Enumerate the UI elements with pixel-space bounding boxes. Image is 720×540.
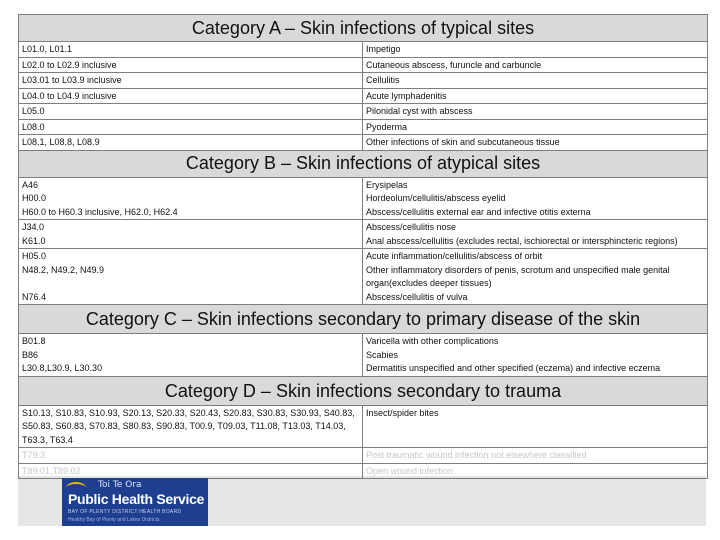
- condition-description-line: Other inflammatory disorders of penis, scrotum and unspecified male genital organ(excludes deeper tissues): [366, 264, 670, 288]
- category-b-header: Category B – Skin infections of atypical sites: [19, 151, 707, 178]
- condition-description-cell: [363, 178, 708, 220]
- icd-code-line: B01.8: [22, 336, 46, 346]
- category-c-header: Category C – Skin infections secondary to primary disease of the skin: [19, 305, 707, 334]
- icd-code-line: K61.0: [22, 235, 46, 246]
- icd-code-cell: [19, 178, 363, 220]
- condition-description-line: Cutaneous abscess, furuncle and carbuncle: [366, 59, 542, 70]
- category-d-header: Category D – Skin infections secondary to trauma: [19, 377, 707, 406]
- condition-description-cell: [363, 220, 708, 249]
- icd-code-line: L05.0: [22, 106, 45, 116]
- table-row: [19, 135, 707, 151]
- category-b-table: [19, 178, 707, 306]
- icd-code-line: H60.0 to H60.3 inclusive, H62.0, H62.4: [22, 206, 178, 217]
- condition-description-cell: [363, 334, 708, 376]
- public-health-service-logo: [62, 478, 208, 526]
- table-row: [19, 406, 707, 448]
- icd-code-cell: [19, 88, 363, 104]
- condition-description-line: Erysipelas: [366, 179, 408, 190]
- icd-code-cell: [19, 448, 363, 464]
- logo-name: Public Health Service: [68, 491, 205, 507]
- condition-description-cell: [363, 104, 708, 120]
- category-a-table: [19, 42, 707, 151]
- icd-code-cell: [19, 406, 363, 448]
- category-d-table: [19, 406, 707, 480]
- table-row: [19, 42, 707, 57]
- icd-code-line: S10.13, S10.83, S10.93, S20.13, S20.33, S20.43, S20.83, S30.83, S30.93, S40.83, S50.83, S60.83, S70.83, S80.83, S90.83, T00.9, T09.03, T11.08, T13.03, T14.03, T63.3, T63.4: [22, 407, 355, 445]
- condition-description-line: Open wound infection: [366, 465, 454, 476]
- category-c-table: [19, 334, 707, 377]
- icd-code-line: L02.0 to L02.9 inclusive: [22, 59, 117, 70]
- logo-tagline: Healthy Bay of Plenty and Lakes Districts: [68, 517, 160, 523]
- condition-description-cell: [363, 88, 708, 104]
- condition-description-line: Hordeolum/cellulitis/abscess eyelid: [366, 193, 506, 203]
- condition-description-line: Pilonidal cyst with abscess: [366, 106, 473, 116]
- icd-code-cell: [19, 135, 363, 151]
- icd-code-line: H00.0: [22, 193, 47, 203]
- icd-code-line: L04.0 to L04.9 inclusive: [22, 90, 117, 101]
- condition-description-line: Varicella with other complications: [366, 336, 499, 346]
- icd-code-cell: [19, 104, 363, 120]
- condition-description-cell: [363, 448, 708, 464]
- table-row: [19, 448, 707, 464]
- table-row: [19, 220, 707, 249]
- icd-code-cell: [19, 249, 363, 305]
- table-row: [19, 119, 707, 135]
- table-row: [19, 178, 707, 220]
- icd-code-cell: [19, 42, 363, 57]
- icd-code-line: [22, 277, 359, 291]
- icd-code-line: N76.4: [22, 291, 47, 302]
- condition-description-cell: [363, 135, 708, 151]
- condition-description-cell: [363, 406, 708, 448]
- icd-code-line: L08.0: [22, 121, 45, 132]
- condition-description-line: Post traumatic wound infection not elsewhere classified: [366, 450, 587, 460]
- condition-description-line: Impetigo: [366, 44, 401, 54]
- table-row: [19, 249, 707, 305]
- table-row: [19, 57, 707, 73]
- condition-description-line: Insect/spider bites: [366, 407, 439, 418]
- icd-code-cell: [19, 57, 363, 73]
- condition-description-cell: [363, 42, 708, 57]
- icd-code-cell: [19, 119, 363, 135]
- condition-description-line: Acute inflammation/cellulitis/abscess of orbit: [366, 251, 543, 261]
- condition-description-cell: [363, 249, 708, 305]
- icd-code-cell: [19, 220, 363, 249]
- icd-code-line: L01.0, L01.1: [22, 44, 73, 54]
- icd-code-table: [18, 14, 708, 479]
- logo-subline: BAY OF PLENTY DISTRICT HEALTH BOARD: [68, 509, 182, 515]
- condition-description-cell: [363, 73, 708, 89]
- icd-code-line: L03.01 to L03.9 inclusive: [22, 75, 122, 85]
- category-a-header: Category A – Skin infections of typical sites: [19, 15, 707, 42]
- icd-code-line: L30.8,L30.9, L30.30: [22, 363, 103, 373]
- condition-description-line: Anal abscess/cellulitis (excludes rectal, ischiorectal or intersphincteric regions): [366, 235, 678, 246]
- icd-code-line: H05.0: [22, 251, 47, 261]
- condition-description-line: Pyoderma: [366, 121, 408, 132]
- icd-code-cell: [19, 334, 363, 376]
- icd-code-line: N48.2, N49.2, N49.9: [22, 264, 105, 275]
- icd-code-line: B86: [22, 349, 39, 360]
- icd-code-line: A46: [22, 179, 39, 190]
- condition-description-line: Cellulitis: [366, 75, 400, 85]
- condition-description-line: Scabies: [366, 349, 399, 360]
- icd-code-cell: [19, 73, 363, 89]
- logo-maori-name: Toi Te Ora: [98, 480, 142, 490]
- condition-description-line: Other infections of skin and subcutaneous tissue: [366, 137, 560, 147]
- condition-description-cell: [363, 119, 708, 135]
- condition-description-line: Abscess/cellulitis external ear and infective otitis externa: [366, 206, 591, 217]
- icd-code-line: T89.01,T89.02: [22, 465, 81, 476]
- table-row: [19, 104, 707, 120]
- condition-description-cell: [363, 57, 708, 73]
- icd-code-line: J34.0: [22, 222, 45, 232]
- condition-description-line: Abscess/cellulitis nose: [366, 222, 457, 232]
- condition-description-line: Acute lymphadenitis: [366, 90, 447, 101]
- table-row: [19, 334, 707, 376]
- icd-code-line: T79.3: [22, 450, 46, 460]
- condition-description-line: Dermatitis unspecified and other specified (eczema) and infective eczema: [366, 363, 661, 373]
- icd-code-line: L08.1, L08.8, L08.9: [22, 137, 100, 147]
- condition-description-line: Abscess/cellulitis of vulva: [366, 291, 468, 302]
- table-row: [19, 73, 707, 89]
- table-row: [19, 88, 707, 104]
